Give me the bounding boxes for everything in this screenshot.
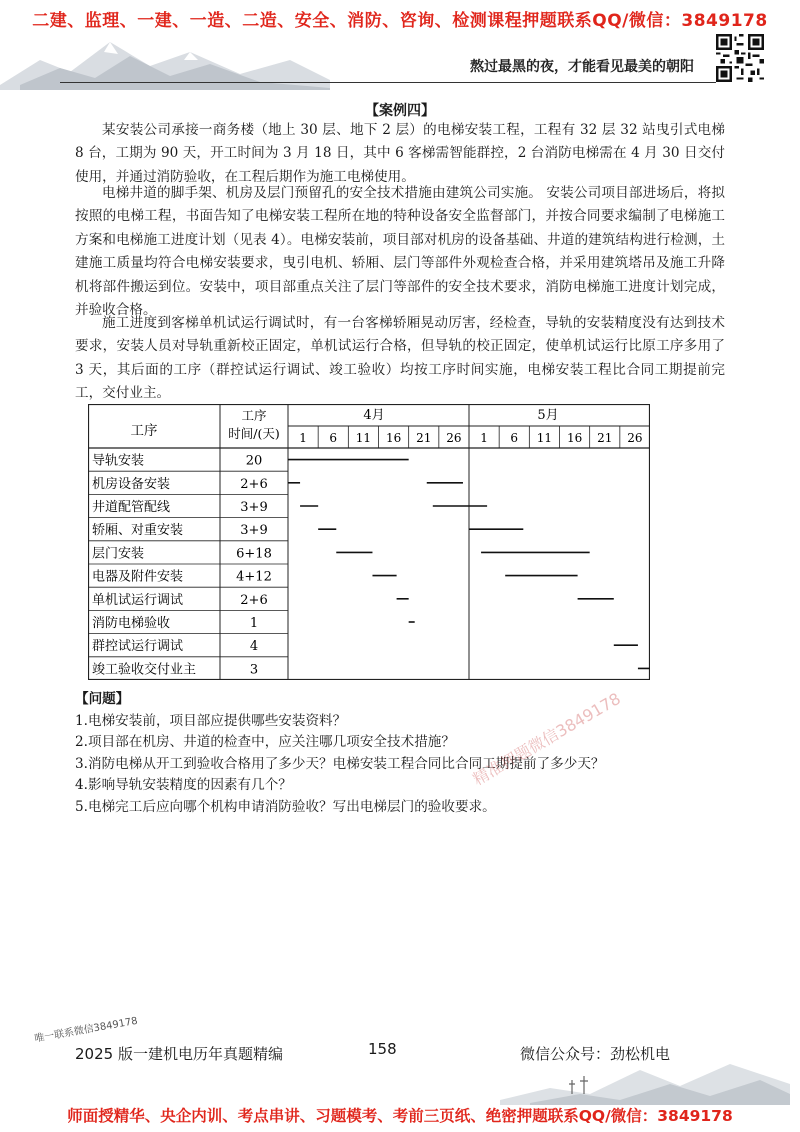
day-tick-label: 21 <box>416 431 432 445</box>
task-name: 轿厢、对重安装 <box>92 523 184 539</box>
task-name: 井道配管配线 <box>92 500 171 515</box>
task-name: 竣工验收交付业主 <box>92 662 197 678</box>
day-tick-label: 21 <box>597 431 613 445</box>
header-time-line2: 时间/(天) <box>228 426 280 441</box>
bottom-contact-banner: 师面授精华、央企内训、考点串讲、习题模考、考前三页纸、绝密押题联系QQ/微信：3849178 <box>67 1107 733 1125</box>
day-tick-label: 16 <box>566 431 583 445</box>
case-paragraph: 电梯井道的脚手架、机房及层门预留孔的安全技术措施由建筑公司实施。 安装公司项目部进场后，将拟按照的电梯工程，书面告知了电梯安装工程所在地的特种设备安全监督部门，并按合同要求编制了电梯施工方案和电梯施工进度计划（见表 4）。电梯安装前，项目部对机房的设备基础、井道的建筑结构进行检测，土建施工质量均符合电梯安装要求，曳引电机、轿厢、层门等部件外观检查合格，并采用建筑塔吊及施工升降机将部件搬运到位。安装中，项目部重点关注了层门等部件的安全技术要求，消防电梯施工进度计划完成，并验收合格。 <box>75 185 725 319</box>
task-duration: 4+12 <box>236 569 272 585</box>
question-item: 5.电梯完工后应向哪个机构申请消防验收？写出电梯层门的验收要求。 <box>75 798 496 815</box>
day-tick-label: 1 <box>299 431 307 445</box>
day-tick-label: 26 <box>446 431 462 445</box>
footer-wechat: 微信公众号：劲松机电 <box>520 1045 671 1063</box>
header-divider <box>60 82 716 83</box>
questions-heading: 【问题】 <box>75 691 130 707</box>
question-item: 2.项目部在机房、井道的检查中，应关注哪几项安全技术措施？ <box>75 734 455 750</box>
qr-code-icon <box>716 34 764 82</box>
task-name: 层门安装 <box>92 546 145 562</box>
header-task: 工序 <box>130 423 158 439</box>
month-label: 5月 <box>537 408 559 423</box>
task-name: 机房设备安装 <box>92 476 171 492</box>
question-item: 3.消防电梯从开工到验收合格用了多少天？电梯安装工程合同比合同工期提前了多少天？ <box>75 755 605 772</box>
task-duration: 2+6 <box>240 476 268 492</box>
task-duration: 3+9 <box>240 523 268 539</box>
case-paragraph: 施工进度到客梯单机试运行调试时，有一台客梯轿厢晃动厉害，经检查，导轨的安装精度没有达到技术要求，安装人员对导轨重新校正固定，单机试运行合格，但导轨的校正固定，使单机试运行比原工序多用了 3 天，其后面的工序（群控试运行调试、竣工验收）均按工序时间实施，电梯安装工程比合同工期提前完工，交付业主。 <box>75 315 725 402</box>
day-tick-label: 1 <box>480 431 488 445</box>
day-tick-label: 6 <box>329 431 338 445</box>
task-duration: 6+18 <box>236 546 272 562</box>
day-tick-label: 11 <box>355 431 372 445</box>
task-duration: 4 <box>249 639 259 655</box>
diagonal-watermark: 精准押题微信3849178 <box>469 688 624 790</box>
day-tick-label: 6 <box>510 431 519 445</box>
task-duration: 2+6 <box>240 592 268 608</box>
task-duration: 3 <box>249 662 259 678</box>
day-tick-label: 16 <box>385 431 402 445</box>
month-label: 4月 <box>363 408 385 423</box>
gantt-chart-svg <box>88 404 650 680</box>
day-tick-label: 26 <box>627 431 643 445</box>
header-motto: 熬过最黑的夜，才能看见最美的朝阳 <box>470 59 694 75</box>
task-name: 单机试运行调试 <box>92 592 184 608</box>
question-item: 1.电梯安装前，项目部应提供哪些安装资料？ <box>75 712 347 729</box>
schedule-gantt-table <box>88 404 650 680</box>
task-duration: 3+9 <box>240 500 268 515</box>
question-item: 4.影响导轨安装精度的因素有几个？ <box>75 777 292 793</box>
task-name: 导轨安装 <box>92 453 145 469</box>
case-title: 【案例四】 <box>365 103 435 119</box>
questions-section <box>75 689 735 818</box>
task-name: 消防电梯验收 <box>92 616 171 631</box>
task-name: 群控试运行调试 <box>92 639 184 655</box>
mountain-decoration-bottom <box>500 1050 790 1105</box>
task-duration: 1 <box>249 616 259 631</box>
footer-book-title: 2025 版一建机电历年真题精编 <box>75 1045 283 1063</box>
day-tick-label: 11 <box>536 431 553 445</box>
case-paragraph: 某安装公司承接一商务楼（地上 30 层、地下 2 层）的电梯安装工程，工程有 32 层 32 站曳引式电梯 8 台，工期为 90 天，开工时间为 3 月 18 日，其中 6 客梯需智能群控，2 台消防电梯需在 4 月 30 日交付使用，并通过消防验收，在工程后期作为施工电梯使用。 <box>75 122 725 185</box>
small-watermark: 唯一联系微信3849178 <box>33 1015 139 1045</box>
header-time-line1: 工序 <box>241 408 267 423</box>
task-name: 电器及附件安装 <box>92 569 184 585</box>
page-number: 158 <box>368 1040 397 1058</box>
task-duration: 20 <box>245 453 263 469</box>
top-contact-banner: 二建、监理、一建、一造、二造、安全、消防、咨询、检测课程押题联系QQ/微信：3849178 <box>32 11 768 31</box>
mountain-decoration-top <box>0 30 330 90</box>
